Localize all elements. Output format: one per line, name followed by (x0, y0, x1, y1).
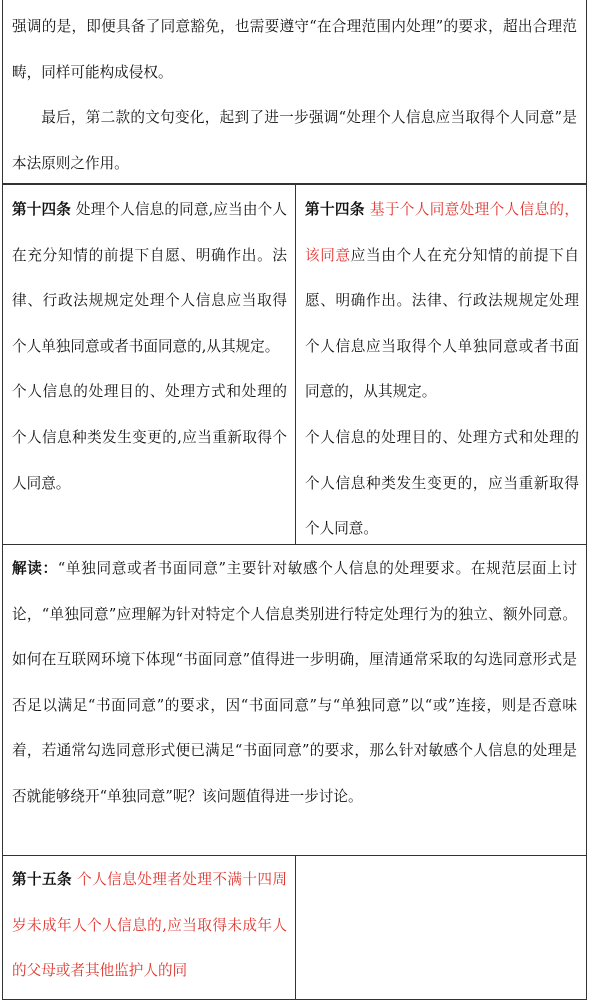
commentary-text: “单独同意或者书面同意”主要针对敏感个人信息的处理要求。在规范层面上讨论，“单独同意”应理解为针对特定个人信息类别进行特定处理行为的独立、额外同意。如何在互联网环境下体现“书面同意”值得进一步明确，厘清通常采取的勾选同意形式是否足以满足“书面同意”的要求，因“书面同意”与“单独同意”以“或”连接，则是否意味着，若通常勾选同意形式便已满足“书面同意”的要求，那么针对敏感个人信息的处理是否就能够绕开“单独同意”呢？该问题值得进一步讨论。 (12, 560, 577, 805)
article-15-old-label: 第十五条 (12, 871, 73, 888)
commentary-section (2, 545, 587, 856)
article-14-new-paragraph-1 (305, 187, 579, 415)
article-14-old-cell (3, 185, 296, 544)
commentary-paragraph (12, 546, 577, 820)
article-14-old-label: 第十四条 (12, 201, 72, 218)
intro-paragraph-1: 强调的是，即便具备了同意豁免，也需要遵守“在合理范围内处理”的要求，超出合理范畴，同样可能构成侵权。 (12, 18, 577, 81)
article-14-old-text-1: 处理个人信息的同意,应当由个人在充分知情的前提下自愿、明确作出。法律、行政法规规定处理个人信息应当取得个人单独同意或者书面同意的,从其规定。 (12, 201, 287, 355)
document-page (2, 0, 587, 1000)
article-15-old-added-text: 个人信息处理者处理不满十四周岁未成年人个人信息的,应当取得未成年人的父母或者其他监护人的同 (12, 871, 287, 980)
article-14-new-text-rest: 应当由个人在充分知情的前提下自愿、明确作出。法律、行政法规规定处理个人信息应当取得个人单独同意或者书面同意的，从其规定。 (305, 246, 579, 401)
article-14-new-added-text-2: 该同意 (305, 246, 351, 264)
article-14-old-paragraph-1 (12, 187, 287, 369)
article-15-new-cell (296, 856, 588, 999)
article-14-new-cell (296, 185, 588, 544)
commentary-label: 解读： (12, 560, 58, 577)
article-14-old-paragraph-2: 个人信息的处理目的、处理方式和处理的个人信息种类发生变更的,应当重新取得个人同意。 (12, 383, 287, 492)
article-14-new-paragraph-2: 个人信息的处理目的、处理方式和处理的个人信息种类发生变更的，应当重新取得个人同意。 (305, 428, 579, 538)
article-14-new-added-text-1: 基于个人同意处理个人信息的， (364, 201, 579, 218)
intro-paragraph-2: 最后，第二款的文句变化，起到了进一步强调“处理个人信息应当取得个人同意”是本法原则之作用。 (12, 109, 577, 172)
article-15-old-paragraph-1 (12, 857, 287, 994)
article-14-comparison-row (2, 184, 587, 545)
article-14-new-label: 第十四条 (305, 201, 365, 218)
article-15-old-cell (3, 856, 296, 999)
article-15-comparison-row (2, 856, 587, 1000)
intro-section (2, 0, 587, 184)
